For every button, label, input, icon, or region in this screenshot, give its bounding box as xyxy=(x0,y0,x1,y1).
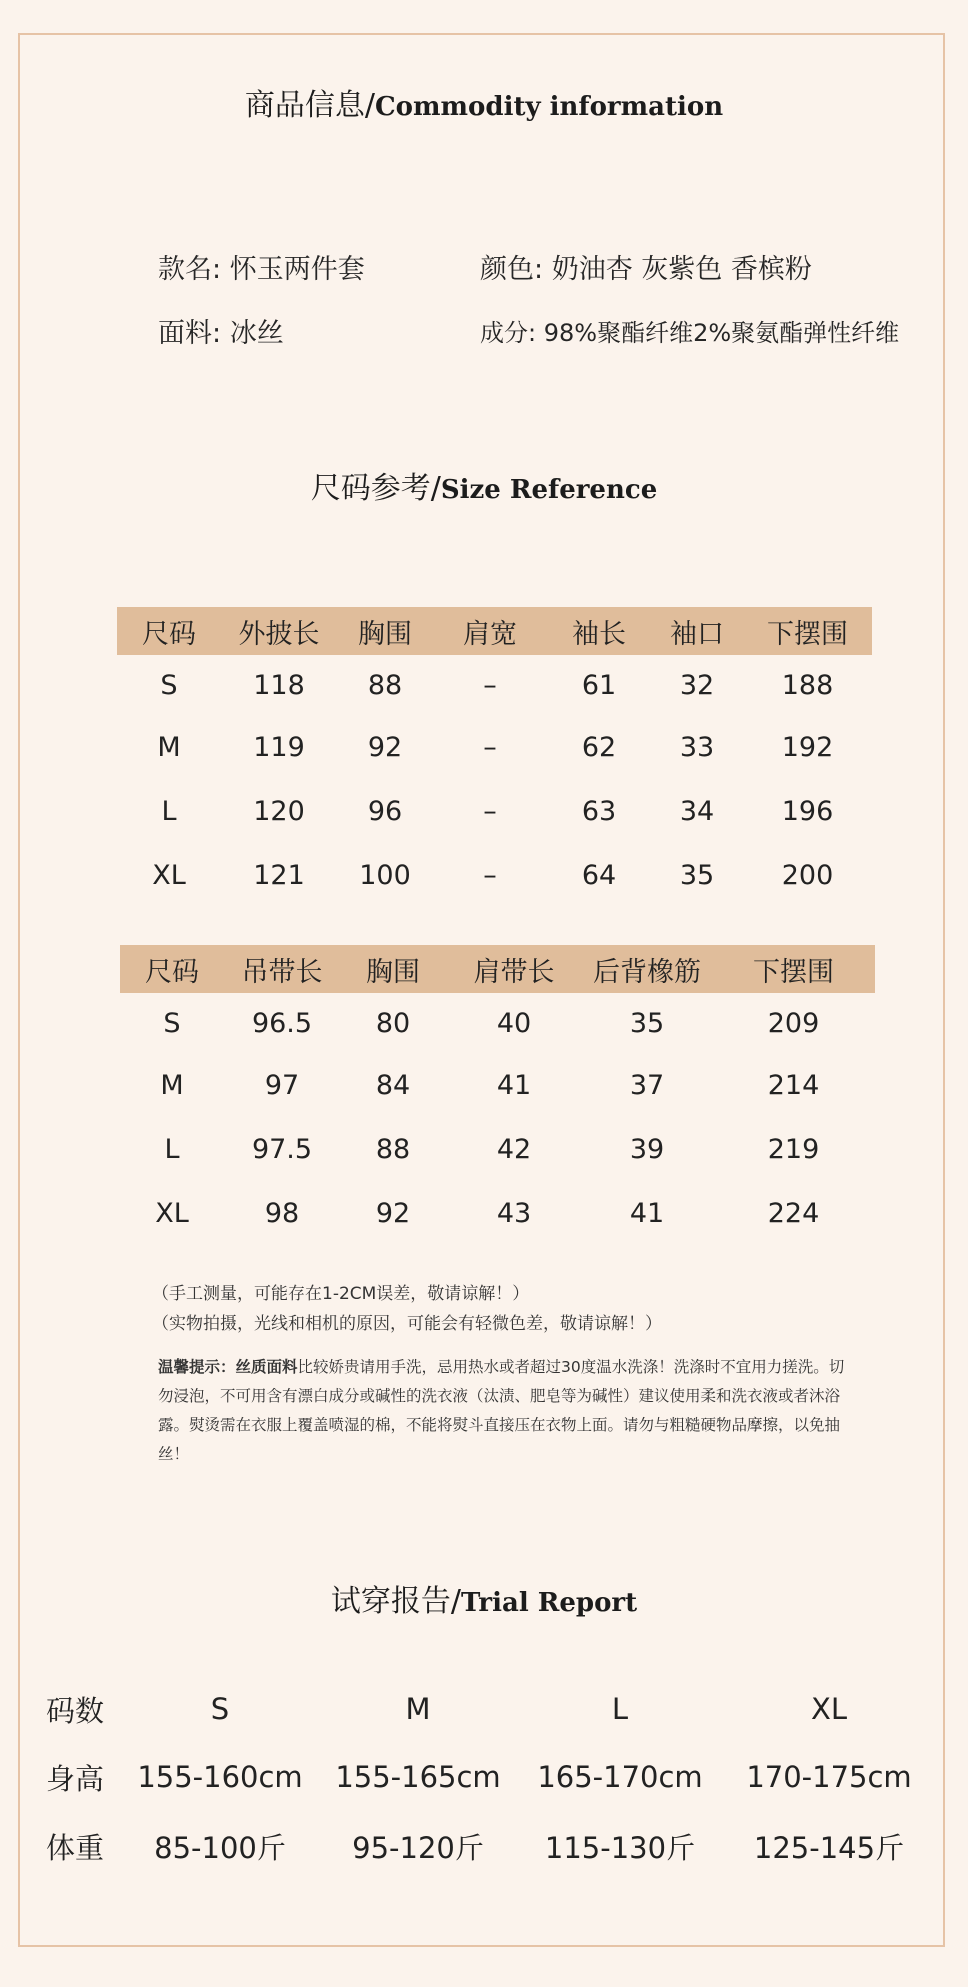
table-cell: 219 xyxy=(767,1133,820,1165)
table-cell: 170-175cm xyxy=(746,1760,912,1794)
tip-fabric: 丝质面料 xyxy=(235,1358,298,1376)
table-cell: 63 xyxy=(581,795,617,827)
table-cell: XL xyxy=(810,1692,848,1726)
table-cell: 96.5 xyxy=(251,1007,313,1039)
table-cell: 92 xyxy=(367,731,403,763)
table-cell: M xyxy=(405,1692,431,1726)
table-cell: 224 xyxy=(767,1197,820,1229)
header-cell: 下摆围 xyxy=(743,607,872,655)
table-cell: 92 xyxy=(375,1197,411,1229)
fabric-info xyxy=(158,311,284,350)
measurement-note: （手工测量，可能存在1-2CM误差，敬请谅解！） xyxy=(152,1284,530,1304)
header-cell: 肩带长 xyxy=(446,945,582,993)
table-cell: 41 xyxy=(496,1069,532,1101)
table-cell: L xyxy=(611,1692,629,1726)
table-cell: 33 xyxy=(679,731,715,763)
table-row xyxy=(120,1181,875,1245)
table-cell: 214 xyxy=(767,1069,820,1101)
table-cell: 115-130斤 xyxy=(544,1830,696,1865)
trial-title-en: Trial Report xyxy=(460,1588,638,1618)
fabric-label: 面料: xyxy=(158,318,222,349)
table-cell: M xyxy=(160,1069,184,1101)
header-cell: 肩宽 xyxy=(433,607,547,655)
table-cell: 88 xyxy=(375,1133,411,1165)
table-header xyxy=(117,607,872,655)
table-cell: 61 xyxy=(581,669,617,701)
table-row xyxy=(42,1812,940,1880)
header-cell: 尺码 xyxy=(120,945,224,993)
style-label: 款名: xyxy=(158,254,222,285)
table-cell: – xyxy=(483,669,497,701)
table-cell: 98 xyxy=(264,1197,300,1229)
table-cell: 32 xyxy=(679,669,715,701)
table-cell: 85-100斤 xyxy=(154,1830,286,1865)
size-title-en: Size Reference xyxy=(440,475,658,505)
header-cell: 袖口 xyxy=(651,607,743,655)
header-cell: 胸围 xyxy=(340,945,446,993)
size-table-inner xyxy=(120,945,875,1245)
color-value: 奶油杏 灰紫色 香槟粉 xyxy=(551,254,812,285)
table-cell: 64 xyxy=(581,859,617,891)
table-row xyxy=(120,1053,875,1117)
table-row xyxy=(117,843,872,907)
table-row xyxy=(120,1117,875,1181)
header-cell: 尺码 xyxy=(117,607,221,655)
composition-info xyxy=(480,313,899,348)
size-title-cn: 尺码参考/ xyxy=(310,471,441,506)
table-cell: 88 xyxy=(367,669,403,701)
header-cell: 外披长 xyxy=(221,607,337,655)
header-cell: 下摆围 xyxy=(712,945,875,993)
trial-table xyxy=(42,1676,940,1880)
table-cell: 121 xyxy=(253,859,305,891)
commodity-title xyxy=(0,80,968,124)
table-cell: 84 xyxy=(375,1069,411,1101)
table-cell: 37 xyxy=(629,1069,665,1101)
table-cell: 95-120斤 xyxy=(352,1830,484,1865)
table-cell: 41 xyxy=(629,1197,665,1229)
table-cell: 155-165cm xyxy=(335,1760,501,1794)
table-cell: 43 xyxy=(496,1197,532,1229)
row-label: 身高 xyxy=(46,1761,105,1796)
composition-label: 成分: xyxy=(480,319,537,347)
color-label: 颜色: xyxy=(480,254,544,285)
size-reference-title xyxy=(0,463,968,507)
table-cell: – xyxy=(483,859,497,891)
row-label: 码数 xyxy=(46,1693,105,1728)
tip-text: 比较娇贵请用手洗，忌用热水或者超过30度温水洗涤！洗涤时不宜用力搓洗。切勿浸泡，不可用含有漂白成分或碱性的洗衣液（汰渍、肥皂等为碱性）建议使用柔和洗衣液或者沐浴露。熨烫需在衣服上覆盖喷湿的棉，不能将熨斗直接压在衣物上面。请勿与粗糙硬物品摩擦，以免抽丝！ xyxy=(158,1358,845,1463)
table-row xyxy=(42,1676,940,1742)
table-cell: 209 xyxy=(767,1007,820,1039)
commodity-title-en: Commodity information xyxy=(374,92,724,122)
table-cell: 125-145斤 xyxy=(753,1830,905,1865)
table-cell: 118 xyxy=(253,669,305,701)
table-cell: 97.5 xyxy=(251,1133,313,1165)
table-cell: 40 xyxy=(496,1007,532,1039)
table-row xyxy=(117,655,872,715)
color-info xyxy=(480,247,812,286)
table-cell: 42 xyxy=(496,1133,532,1165)
table-cell: XL xyxy=(152,859,186,891)
table-cell: 35 xyxy=(629,1007,665,1039)
header-cell: 后背橡筋 xyxy=(582,945,712,993)
table-cell: 196 xyxy=(781,795,834,827)
table-cell: M xyxy=(157,731,181,763)
table-cell: 165-170cm xyxy=(537,1760,703,1794)
row-label: 体重 xyxy=(46,1830,105,1865)
table-cell: 34 xyxy=(679,795,715,827)
table-cell: 35 xyxy=(679,859,715,891)
table-cell: S xyxy=(160,669,178,701)
header-cell: 胸围 xyxy=(337,607,433,655)
composition-value: 98%聚酯纤维2%聚氨酯弹性纤维 xyxy=(543,319,900,347)
table-cell: L xyxy=(161,795,177,827)
header-cell: 袖长 xyxy=(547,607,651,655)
table-cell: 200 xyxy=(781,859,834,891)
header-cell: 吊带长 xyxy=(224,945,340,993)
table-cell: 120 xyxy=(253,795,305,827)
table-cell: L xyxy=(164,1133,180,1165)
table-row xyxy=(42,1742,940,1812)
table-cell: S xyxy=(210,1692,230,1726)
table-cell: 39 xyxy=(629,1133,665,1165)
table-cell: 100 xyxy=(359,859,411,891)
table-cell: – xyxy=(483,731,497,763)
trial-title-cn: 试穿报告/ xyxy=(330,1584,461,1619)
fabric-value: 冰丝 xyxy=(229,318,284,349)
table-cell: 155-160cm xyxy=(137,1760,303,1794)
table-cell: 62 xyxy=(581,731,617,763)
style-name xyxy=(158,247,365,286)
care-tip xyxy=(158,1353,848,1469)
table-row xyxy=(120,993,875,1053)
table-header xyxy=(120,945,875,993)
trial-report-title xyxy=(0,1576,968,1620)
tip-label: 温馨提示： xyxy=(158,1358,236,1376)
table-cell: – xyxy=(483,795,497,827)
table-cell: 96 xyxy=(367,795,403,827)
size-table-outer xyxy=(117,607,872,907)
table-row xyxy=(117,779,872,843)
table-cell: 188 xyxy=(781,669,834,701)
table-cell: 97 xyxy=(264,1069,300,1101)
photo-note: （实物拍摄，光线和相机的原因，可能会有轻微色差，敬请谅解！） xyxy=(152,1314,662,1334)
table-cell: XL xyxy=(155,1197,189,1229)
table-row xyxy=(117,715,872,779)
commodity-title-cn: 商品信息/ xyxy=(244,88,375,123)
table-cell: 80 xyxy=(375,1007,411,1039)
table-cell: S xyxy=(163,1007,181,1039)
style-value: 怀玉两件套 xyxy=(229,254,365,285)
table-cell: 192 xyxy=(781,731,834,763)
table-cell: 119 xyxy=(253,731,305,763)
